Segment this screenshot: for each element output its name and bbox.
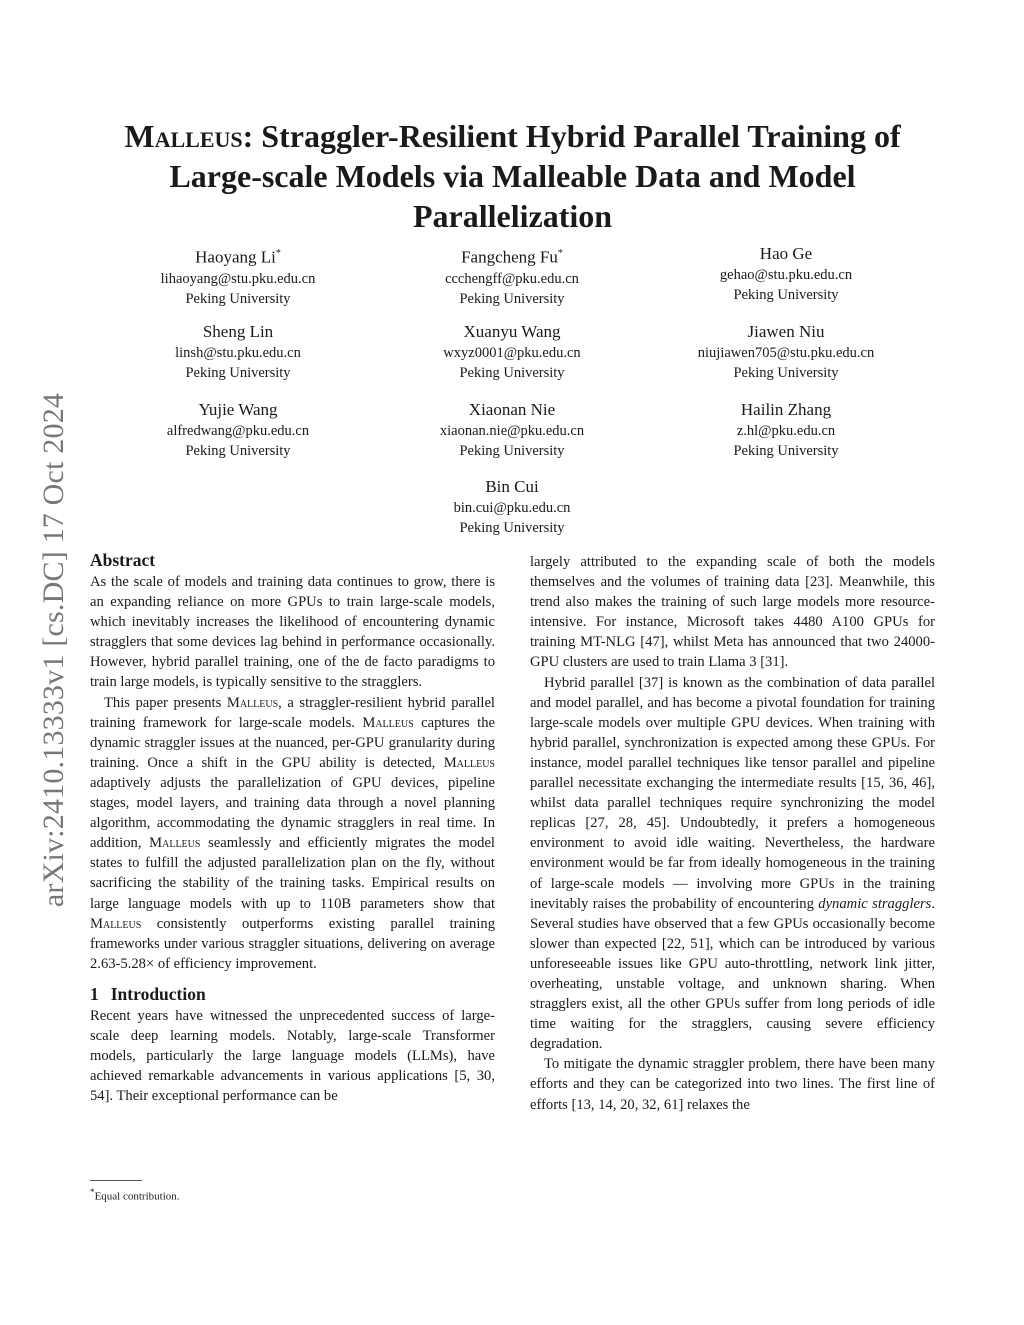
equal-contribution-mark: * — [557, 248, 563, 259]
title-rest: : Straggler-Resilient Hybrid Parallel Training of Large-scale Models via Malleable Data and Model Parallelization — [169, 118, 901, 234]
arxiv-side-stamp — [34, 355, 74, 945]
author-name: Bin Cui — [485, 477, 539, 496]
author-affiliation: Peking University — [733, 365, 839, 381]
section-title: Introduction — [110, 983, 206, 1004]
abstract-paragraph: As the scale of models and training data continues to grow, there is an expanding reliance on more GPUs to train large-scale models, which inevitably increases the likelihood of encountering dynamic stragglers that some devices lag behind in performance occasionally. However, hybrid parallel training, one of the de facto paradigms to train large models, is typically sensitive to the stragglers. — [90, 574, 495, 691]
footnote-rule — [90, 1180, 142, 1181]
author-name: Haoyang Li* — [195, 247, 281, 267]
author-name: Xuanyu Wang — [463, 322, 561, 341]
emphasis-term: dynamic stragglers — [818, 895, 932, 912]
system-name: Malleus — [90, 915, 142, 932]
footnote-text: Equal contribution. — [94, 1190, 180, 1203]
author-affiliation: Peking University — [459, 365, 565, 381]
author-affiliation: Peking University — [733, 443, 839, 459]
system-name: Malleus — [362, 714, 414, 731]
author-name: Sheng Lin — [202, 322, 274, 341]
author-affiliation: Peking University — [459, 443, 565, 459]
system-name: Malleus — [124, 118, 243, 154]
author-card — [88, 243, 388, 309]
system-name: Malleus — [226, 694, 279, 711]
author-email: linsh@stu.pku.edu.cn — [175, 345, 301, 361]
author-affiliation: Peking University — [185, 365, 291, 381]
author-card — [636, 321, 936, 383]
body-paragraph: Hybrid parallel [37] is known as the combination of data parallel and model parallel, and has become a pivotal foundation for training large-scale models over multiple GPU devices. When training with hybrid parallel, synchronization is expected among these GPUs. For instance, model parallel techniques like tensor parallel and pipeline parallel necessitate exchanging the intermediate results [15, 36, 46], whilst data parallel techniques require synchronizing the model replicas [27, 28, 45]. Undoubtedly, it prefers a homogeneous environment to avoid idle waiting. Nevertheless, the hardware environment would be far from ideally homogeneous in the training of large-scale models — involving more GPUs in the training inevitably raises the probability of encountering dynamic stragglers. Several studies have observed that a few GPUs occasionally become slower than expected [22, 51], which can be introduced by various unforeseeable issues like GPU auto-throttling, network link jitter, overheating, unstable voltage, and unknown sharing. When stragglers exist, all the other GPUs suffer from long periods of idle time waiting for the stragglers, causing severe efficiency degradation. — [530, 674, 935, 1053]
author-email: alfredwang@pku.edu.cn — [166, 423, 310, 439]
left-column — [90, 548, 495, 1106]
author-name: Fangcheng Fu* — [461, 247, 563, 267]
author-affiliation: Peking University — [185, 443, 291, 459]
arxiv-id: arXiv:2410.13333v1 [cs.DC] 17 Oct 2024 — [37, 392, 70, 908]
paper-title — [85, 116, 940, 236]
author-email: z.hl@pku.edu.cn — [736, 423, 836, 439]
author-name: Xiaonan Nie — [468, 400, 556, 419]
author-email: lihaoyang@stu.pku.edu.cn — [160, 270, 316, 287]
author-affiliation: Peking University — [459, 290, 565, 307]
abstract-paragraph: This paper presents Malleus, a straggler-resilient hybrid parallel training framework for large-scale models. Malleus captures the dynamic straggler issues at the nuanced, per-GPU granularity during training. Once a shift in the GPU ability is detected, Malleus adaptively adjusts the parallelization of GPU devices, pipeline stages, model layers, and training data through a novel planning algorithm, accommodating the dynamic stragglers in real time. In addition, Malleus seamlessly and efficiently migrates the model states to fulfill the adjusted parallelization plan on the fly, without sacrificing the stability of the training tasks. Empirical results on large language models with up to 110B parameters show that Malleus consistently outperforms existing parallel training frameworks under various straggler situations, delivering on average 2.63-5.28× of efficiency improvement. — [90, 694, 495, 972]
author-card — [88, 321, 388, 383]
author-email: ccchengff@pku.edu.cn — [445, 270, 579, 287]
author-card — [362, 476, 662, 538]
section-number: 1 — [90, 983, 99, 1004]
author-name: Jiawen Niu — [747, 322, 825, 341]
author-card — [362, 399, 662, 461]
right-column — [530, 552, 935, 1115]
author-email: wxyz0001@pku.edu.cn — [443, 345, 581, 361]
author-affiliation: Peking University — [733, 287, 839, 303]
author-affiliation: Peking University — [459, 520, 565, 536]
author-name: Hao Ge — [759, 244, 813, 263]
system-name: Malleus — [443, 754, 495, 771]
system-name: Malleus — [149, 835, 201, 852]
author-card — [636, 243, 936, 305]
author-card — [636, 399, 936, 461]
author-affiliation: Peking University — [185, 290, 291, 307]
body-paragraph: largely attributed to the expanding scale of both the models themselves and the volumes of training data [23]. Meanwhile, this trend also makes the training of such large models more resource-intensive. For instance, Microsoft takes 4480 A100 GPUs for training MT-NLG [47], whilst Meta has announced that two 24000-GPU clusters are used to train Llama 3 [31]. — [530, 554, 935, 671]
body-paragraph: Recent years have witnessed the unprecedented success of large-scale deep learning models. Notably, large-scale Transformer models, particularly the large language models (LLMs), have achieved remarkable advancements in various applications [5, 30, 54]. Their exceptional performance can be — [90, 1007, 495, 1105]
abstract-heading: Abstract — [90, 550, 156, 570]
author-email: xiaonan.nie@pku.edu.cn — [439, 423, 585, 439]
author-name: Yujie Wang — [198, 400, 278, 419]
footnote — [90, 1185, 180, 1204]
author-card — [362, 321, 662, 383]
footnote-mark: * — [90, 1187, 95, 1197]
author-name: Hailin Zhang — [740, 400, 832, 419]
author-email: gehao@stu.pku.edu.cn — [719, 267, 853, 283]
author-card — [362, 243, 662, 309]
equal-contribution-mark: * — [275, 248, 281, 259]
author-card — [88, 399, 388, 461]
author-email: niujiawen705@stu.pku.edu.cn — [697, 345, 875, 361]
section-heading — [90, 982, 495, 1006]
author-email: bin.cui@pku.edu.cn — [453, 500, 571, 516]
body-paragraph: To mitigate the dynamic straggler problem, there have been many efforts and they can be categorized into two lines. The first line of efforts [13, 14, 20, 32, 61] relaxes the — [530, 1056, 935, 1113]
